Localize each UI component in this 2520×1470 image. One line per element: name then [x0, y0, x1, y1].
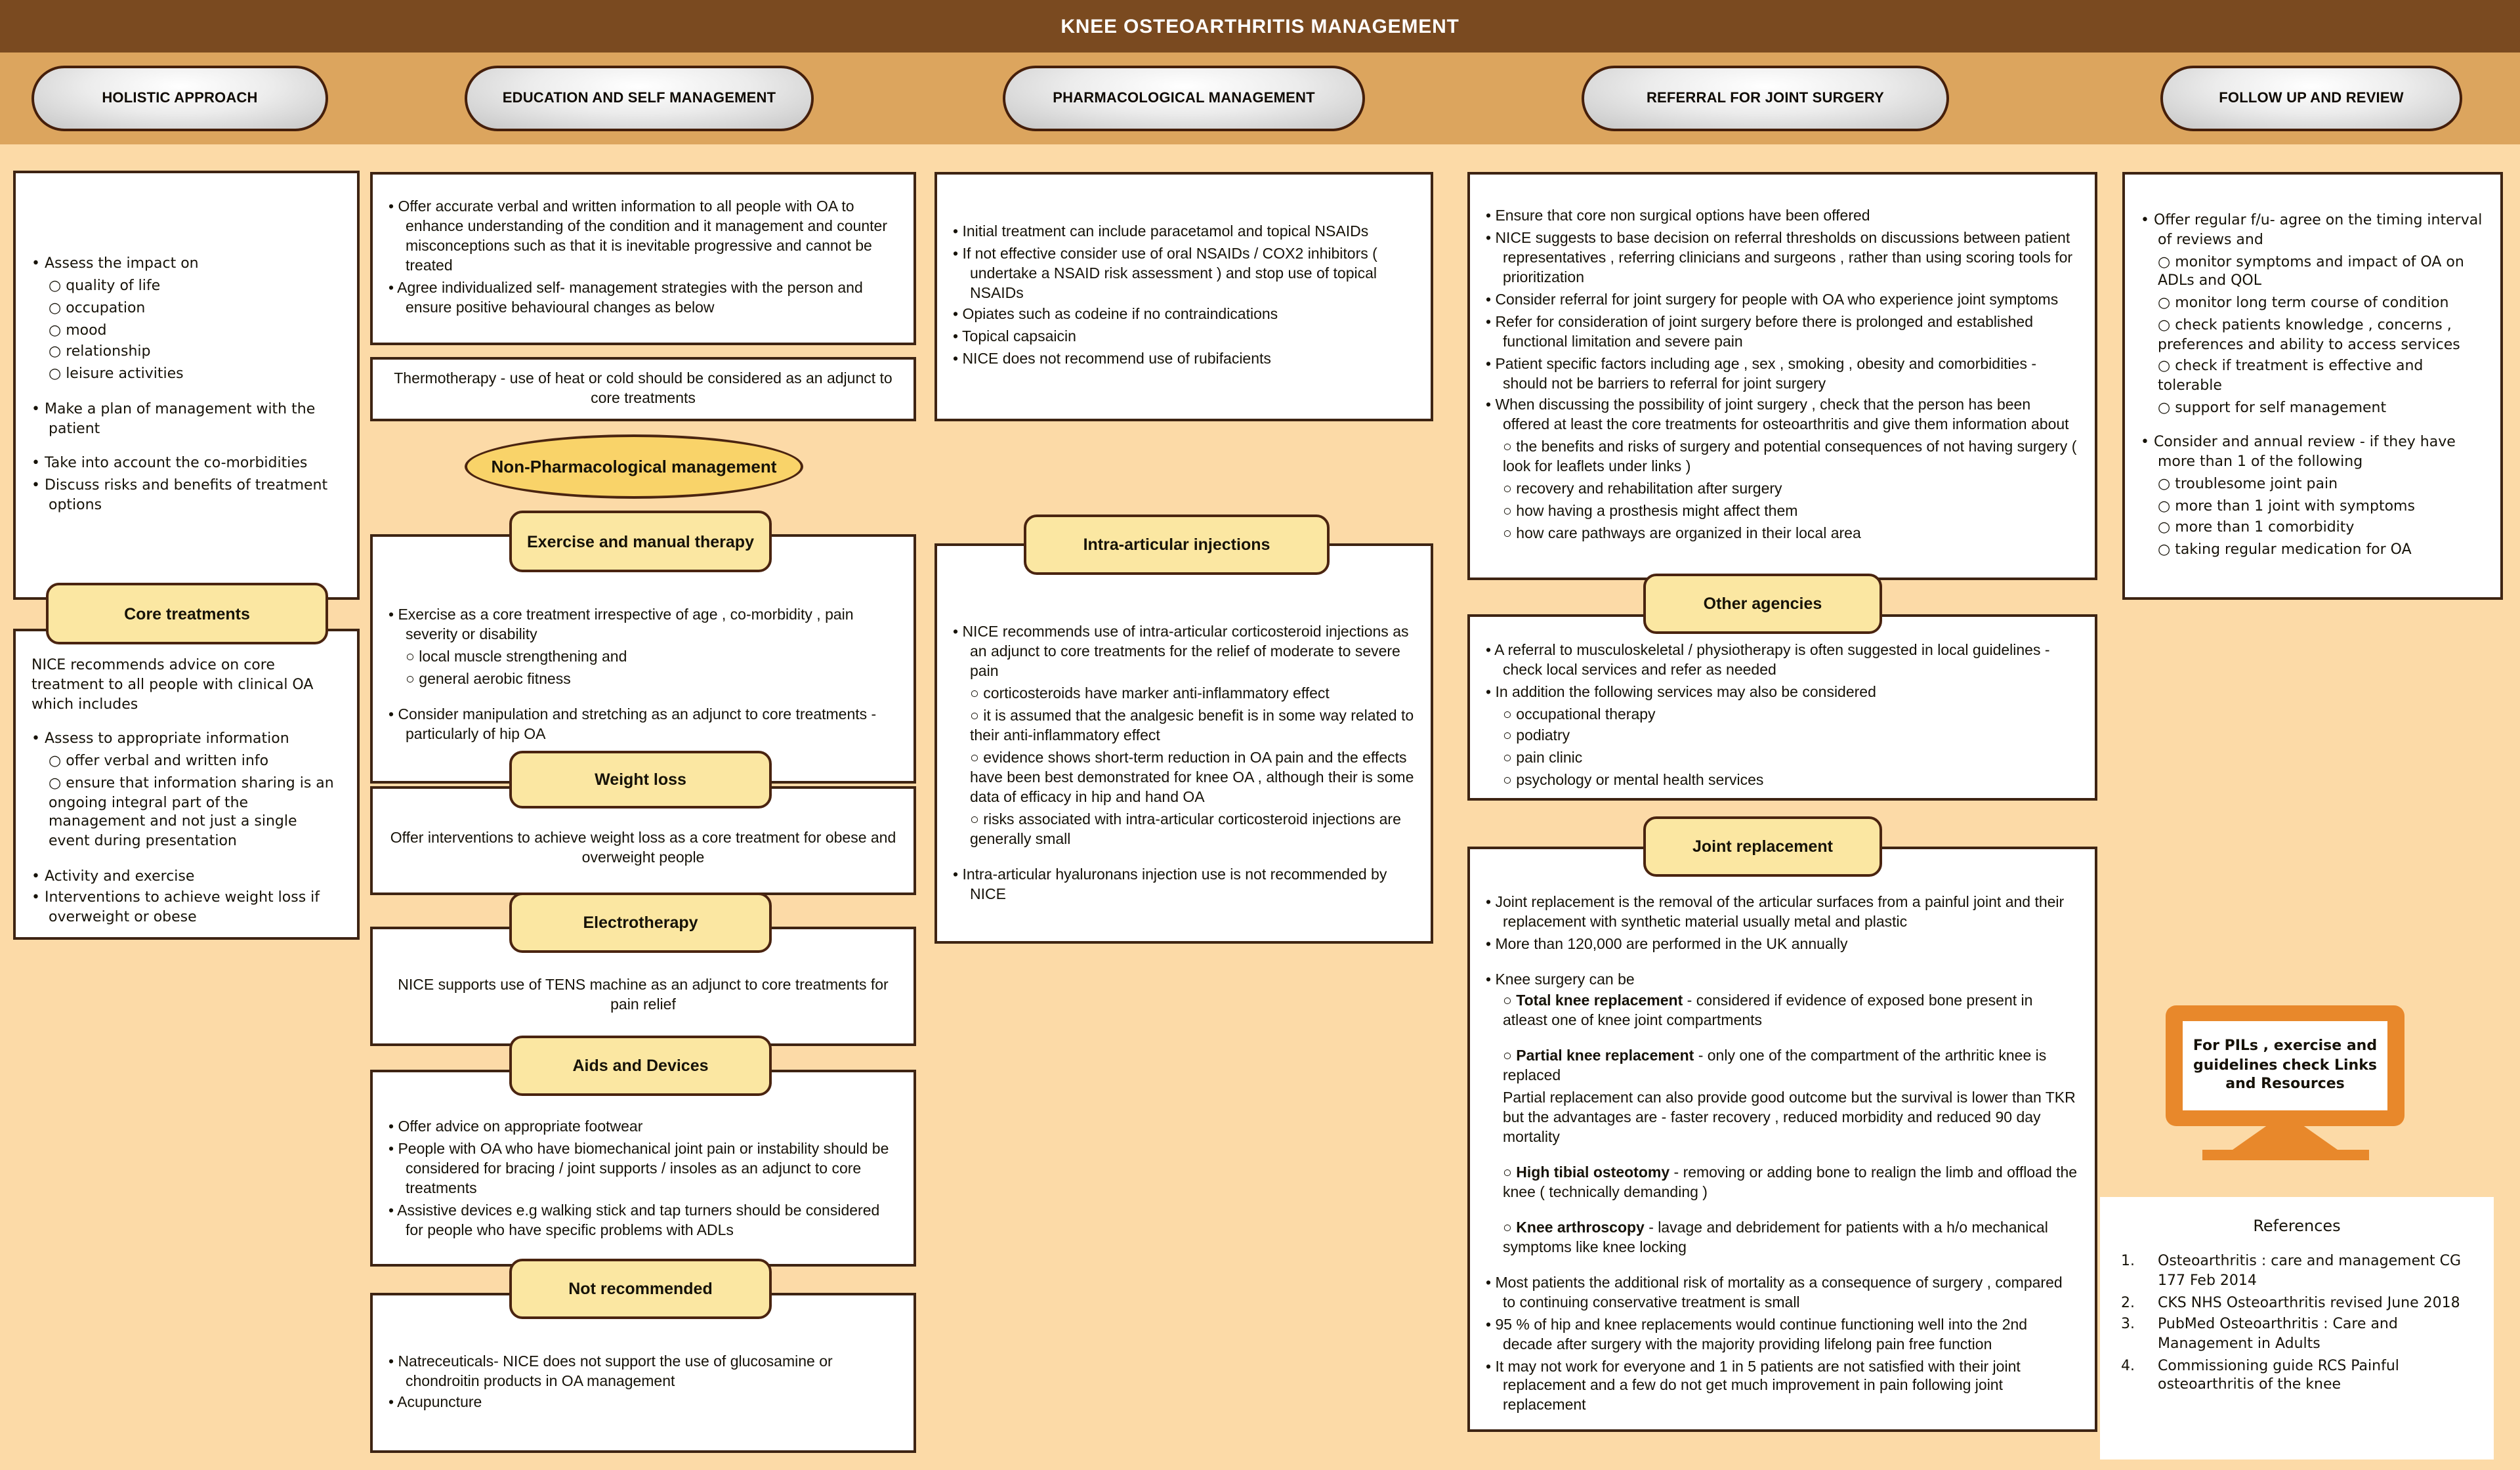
list-item: ○ mood: [49, 321, 107, 339]
reference-text: Commissioning guide RCS Painful osteoarthritis of the knee: [2158, 1356, 2399, 1393]
list-item: ○ check if treatment is effective and tolerable: [2158, 357, 2424, 394]
core-treatments-box: [13, 629, 360, 940]
text-line: Offer interventions to achieve weight loss as a core treatment for obese and overweight people: [390, 830, 896, 866]
reference-text: PubMed Osteoarthritis : Care and Management in Adults: [2158, 1315, 2398, 1353]
pillar-label: HOLISTIC APPROACH: [102, 91, 258, 106]
list-item: ○ troublesome joint pain: [2158, 474, 2338, 492]
list-item: ○ monitor long term course of condition: [2158, 294, 2449, 312]
label-text: Exercise and manual therapy: [527, 532, 754, 551]
list-item: ○ taking regular medication for OA: [2158, 541, 2412, 558]
list-item: ○ monitor symptoms and impact of OA on ADLs and QOL: [2158, 253, 2464, 289]
reference-item: [2113, 1316, 2481, 1354]
list-item: • NICE recommends use of intra-articular corticosteroid injections as an adjunct to core treatments for the relief of moderate to severe pain: [953, 625, 1409, 681]
pillar-follow-up-review: [2160, 66, 2462, 131]
list-item: • Patient specific factors including age , sex , smoking , obesity and comorbidities - should not be barriers to referral for joint surgery: [1486, 356, 2037, 392]
list-item: • Consider referral for joint surgery for people with OA who experience joint symptoms: [1486, 292, 2059, 308]
list-item: ○ how having a prosthesis might affect them: [1503, 504, 1798, 520]
list-item: • Initial treatment can include paracetamol and topical NSAIDs: [953, 224, 1369, 240]
term-description: - considered if evidence of exposed bone present in atleast one of knee joint compartments: [1503, 994, 2033, 1030]
list-item: • Take into account the co-morbidities: [32, 454, 308, 472]
exercise-manual-therapy-label: [509, 511, 772, 572]
aids-devices-label: [509, 1036, 772, 1096]
intra-articular-injections-box: [934, 543, 1433, 944]
list-item: ○ occupation: [49, 299, 146, 316]
list-item: ○ it is assumed that the analgesic benefit is in some way related to their anti-inflammatory effect: [970, 709, 1414, 745]
electrotherapy-label: [509, 892, 772, 953]
aids-devices-box: [370, 1070, 916, 1267]
term-description: - lavage and debridement for patients with a h/o mechanical symptoms like knee locking: [1503, 1220, 2048, 1256]
list-item: • More than 120,000 are performed in the UK annually: [1486, 936, 1848, 953]
list-item: ○ ensure that information sharing is an ongoing integral part of the management and not just a single event during presentation: [49, 774, 334, 849]
text-line: Partial replacement can also provide good outcome but the survival is lower than TKR but the advantages are - faster recovery , reduced morbidity and reduced 90 day mortality: [1503, 1091, 2076, 1146]
list-item: ○ more than 1 comorbidity: [2158, 518, 2355, 536]
label-text: Aids and Devices: [572, 1057, 709, 1075]
other-agencies-label: [1643, 574, 1882, 634]
thermotherapy-box: [370, 357, 916, 421]
follow-up-box: [2122, 172, 2503, 600]
list-item: ○ how care pathways are organized in their local area: [1503, 526, 1861, 543]
list-item: • Make a plan of management with the patient: [32, 400, 316, 437]
reference-number: 2.: [2121, 1293, 2135, 1311]
pillar-label: REFERRAL FOR JOINT SURGERY: [1646, 91, 1885, 106]
list-item: • In addition the following services may also be considered: [1486, 684, 1876, 701]
bold-term: ○ Partial knee replacement: [1503, 1049, 1694, 1065]
bold-term: ○ Total knee replacement: [1503, 994, 1683, 1010]
label-text: Non-Pharmacological management: [491, 457, 777, 476]
pillar-holistic-approach: [32, 66, 328, 131]
list-item: • NICE suggests to base decision on referral thresholds on discussions between patient representatives , referring clinicians and surgeons , rather than using scoring tools for prioritization: [1486, 230, 2073, 286]
list-item: ○ local muscle strengthening and: [406, 650, 627, 666]
list-item: ○ more than 1 joint with symptoms: [2158, 497, 2415, 514]
non-pharmacological-ellipse: [465, 434, 803, 499]
list-item: • Ensure that core non surgical options have been offered: [1486, 209, 1870, 224]
list-item: ○ general aerobic fitness: [406, 672, 571, 688]
list-item: [1503, 1164, 2079, 1204]
bold-term: ○ High tibial osteotomy: [1503, 1166, 1670, 1181]
reference-number: 3.: [2121, 1315, 2135, 1333]
list-item: • Topical capsaicin: [953, 329, 1076, 346]
list-item: • Refer for consideration of joint surgery before there is prolonged and established functional limitation and severe pain: [1486, 314, 2033, 350]
text-line: NICE supports use of TENS machine as an adjunct to core treatments for pain relief: [398, 977, 889, 1013]
list-item: • Offer regular f/u- agree on the timing interval of reviews and: [2141, 211, 2483, 248]
term-description: - removing or adding bone to realign the limb and offload the knee ( technically demanding ): [1503, 1166, 2078, 1201]
label-text: Joint replacement: [1692, 837, 1833, 856]
weight-loss-label: [509, 751, 772, 808]
list-item: • Natreceuticals- NICE does not support the use of glucosamine or chondroitin products in OA management: [388, 1354, 833, 1390]
references-box: [2100, 1197, 2494, 1460]
list-item: ○ recovery and rehabilitation after surgery: [1503, 482, 1782, 498]
term-description: - only one of the compartment of the arthritic knee is replaced: [1503, 1049, 2047, 1085]
monitor-stand-base: [2202, 1150, 2369, 1160]
list-item: • If not effective consider use of oral NSAIDs / COX2 inhibitors ( undertake a NSAID risk assessment ) and stop use of topical NSAIDs: [953, 246, 1377, 302]
list-item: • 95 % of hip and knee replacements would continue functioning well into the 2nd decade after surgery with the majority providing lifelong pain free function: [1486, 1317, 2028, 1353]
reference-item: [2113, 1293, 2481, 1312]
joint-replacement-label: [1643, 816, 1882, 877]
monitor-stand-neck: [2233, 1126, 2338, 1150]
label-text: Other agencies: [1703, 595, 1822, 613]
list-item: • Knee surgery can be: [1486, 972, 1635, 988]
intra-articular-injections-label: [1024, 514, 1330, 575]
list-item: • Activity and exercise: [32, 867, 195, 885]
list-item: • It may not work for everyone and 1 in 5 patients are not satisfied with their joint replacement and a few do not get much improvement in pain following joint replacement: [1486, 1359, 2021, 1414]
joint-replacement-box: [1467, 847, 2097, 1432]
reference-text: CKS NHS Osteoarthritis revised June 2018: [2158, 1293, 2460, 1311]
holistic-assessment-box: [13, 171, 360, 600]
pharmacological-box: [934, 172, 1433, 421]
list-item: • Opiates such as codeine if no contraindications: [953, 307, 1278, 324]
list-item: ○ offer verbal and written info: [49, 752, 269, 770]
list-item: [1503, 1048, 2079, 1087]
list-item: • Acupuncture: [388, 1395, 482, 1412]
list-item: ○ evidence shows short-term reduction in OA pain and the effects have been best demonstrated for knee OA , although their is some data of efficacy in hip and hand OA: [970, 751, 1414, 806]
other-agencies-box: [1467, 614, 2097, 801]
list-item: • Interventions to achieve weight loss if overweight or obese: [32, 889, 320, 926]
list-item: • Agree individualized self- management strategies with the person and ensure positive behavioural changes as below: [388, 280, 863, 316]
list-item: • Joint replacement is the removal of the articular surfaces from a painful joint and their replacement with synthetic material usually metal and plastic: [1486, 894, 2065, 931]
pillar-education-self-management: [465, 66, 814, 131]
label-text: Core treatments: [124, 604, 250, 623]
list-item: ○ podiatry: [1503, 728, 1570, 745]
list-item: [1503, 993, 2079, 1032]
list-item: • Assess the impact on: [32, 255, 199, 272]
pillar-label: EDUCATION AND SELF MANAGEMENT: [502, 91, 776, 106]
list-item: • Consider and annual review - if they have more than 1 of the following: [2141, 433, 2456, 471]
monitor-screen-text: For PILs , exercise and guidelines check Links and Resources: [2193, 1036, 2378, 1093]
page-title: KNEE OSTEOARTHRITIS MANAGEMENT: [1060, 15, 1460, 37]
education-info-box: [370, 172, 916, 345]
title-bar: [0, 0, 2520, 52]
list-item: ○ support for self management: [2158, 398, 2387, 416]
list-item: • When discussing the possibility of joint surgery , check that the person has been offered at least the core treatments for osteoarthritis and give them information about: [1486, 398, 2069, 434]
reference-item: [2113, 1357, 2481, 1396]
reference-number: 4.: [2121, 1356, 2135, 1374]
list-item: • Offer accurate verbal and written information to all people with OA to enhance understanding of the condition and it management and counter misconceptions such as that it is inevitable progressive and cannot be treated: [388, 200, 887, 274]
list-item: • NICE does not recommend use of rubifacients: [953, 352, 1271, 368]
not-recommended-label: [509, 1259, 772, 1319]
reference-text: Osteoarthritis : care and management CG 177 Feb 2014: [2158, 1252, 2462, 1289]
pillar-referral-joint-surgery: [1582, 66, 1949, 131]
list-item: • Exercise as a core treatment irrespective of age , co-morbidity , pain severity or disability: [388, 608, 854, 644]
list-item: • Offer advice on appropriate footwear: [388, 1120, 643, 1136]
label-text: Electrotherapy: [583, 914, 698, 932]
list-item: ○ corticosteroids have marker anti-inflammatory effect: [970, 686, 1330, 703]
core-treatments-label: [46, 583, 328, 644]
list-item: • People with OA who have biomechanical joint pain or instability should be considered for bracing / joint supports / insoles as an adjunct to core treatments: [388, 1142, 889, 1197]
list-item: • Intra-articular hyaluronans injection use is not recommended by NICE: [953, 867, 1387, 903]
list-item: ○ psychology or mental health services: [1503, 773, 1764, 789]
reference-item: [2113, 1252, 2481, 1291]
list-item: ○ risks associated with intra-articular corticosteroid injections are generally small: [970, 812, 1401, 848]
list-item: ○ check patients knowledge , concerns , preferences and ability to access services: [2158, 316, 2460, 353]
list-item: [1503, 1219, 2079, 1259]
list-item: • Discuss risks and benefits of treatment options: [32, 476, 328, 513]
label-text: Weight loss: [595, 770, 686, 789]
pillar-label: PHARMACOLOGICAL MANAGEMENT: [1053, 91, 1315, 106]
list-item: ○ relationship: [49, 343, 151, 360]
list-item: ○ occupational therapy: [1503, 707, 1656, 723]
list-item: ○ the benefits and risks of surgery and potential consequences of not having surgery ( look for leaflets under links ): [1503, 440, 2077, 476]
list-item: ○ leisure activities: [49, 365, 184, 383]
list-item: • A referral to musculoskeletal / physiotherapy is often suggested in local guidelines - check local services and refer as needed: [1486, 642, 2050, 679]
joint-surgery-referral-box: [1467, 172, 2097, 580]
list-item: ○ quality of life: [49, 277, 161, 295]
list-item: • Most patients the additional risk of mortality as a consequence of surgery , compared to continuing conservative treatment is small: [1486, 1275, 2063, 1311]
bold-term: ○ Knee arthroscopy: [1503, 1220, 1645, 1236]
list-item: • Assess to appropriate information: [32, 730, 289, 747]
text-line: NICE recommends advice on core treatment to all people with clinical OA which includes: [32, 656, 314, 713]
list-item: • Consider manipulation and stretching as an adjunct to core treatments - particularly of hip OA: [388, 707, 877, 743]
label-text: Intra-articular injections: [1083, 536, 1270, 554]
text-line: Thermotherapy - use of heat or cold should be considered as an adjunct to core treatments: [394, 371, 892, 406]
pillar-pharmacological-management: [1003, 66, 1365, 131]
list-item: ○ pain clinic: [1503, 751, 1583, 767]
pillar-label: FOLLOW UP AND REVIEW: [2219, 91, 2404, 106]
reference-number: 1.: [2121, 1252, 2135, 1270]
label-text: Not recommended: [568, 1280, 713, 1298]
list-item: • Assistive devices e.g walking stick and tap turners should be considered for people who have specific problems with ADLs: [388, 1203, 880, 1239]
references-title: References: [2253, 1217, 2341, 1235]
monitor-screen: [2183, 1021, 2387, 1110]
